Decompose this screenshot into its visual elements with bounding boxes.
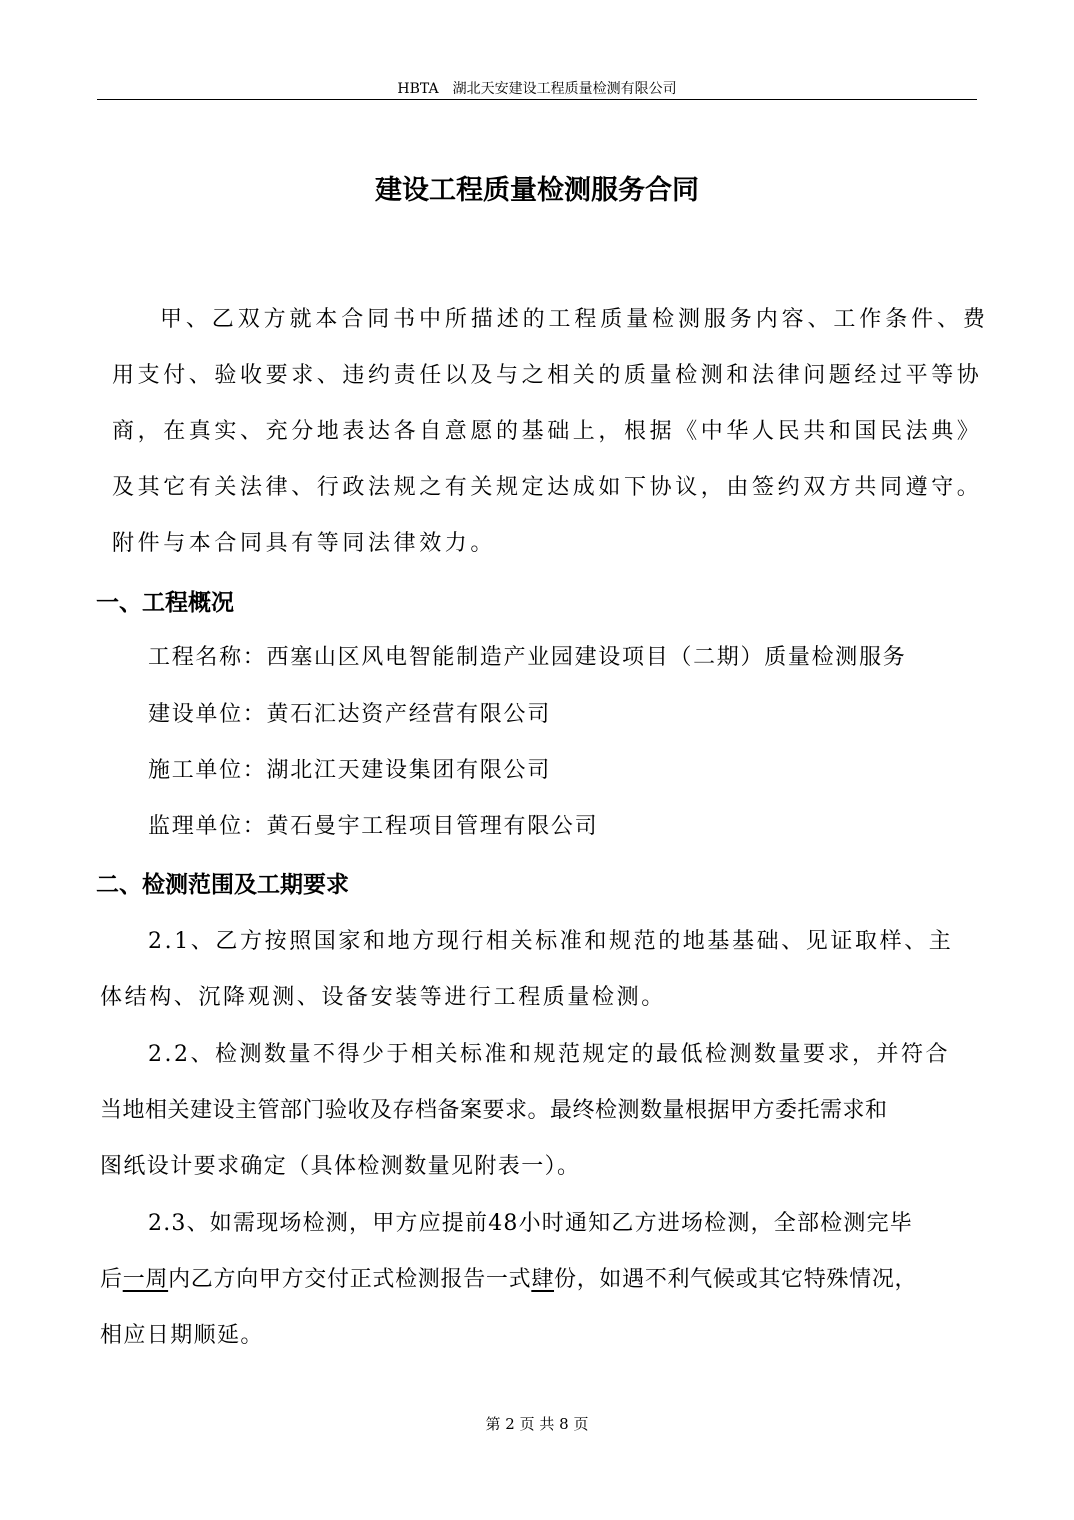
clause-2-2-line-1: 2.2、检测数量不得少于相关标准和规范规定的最低检测数量要求，并符合	[148, 1042, 950, 1067]
section-1-heading: 一、工程概况	[96, 590, 234, 616]
contractor-unit: 施工单位：湖北江天建设集团有限公司	[148, 758, 551, 783]
clause-2-3-text-b: 内乙方向甲方交付正式检测报告一式	[168, 1267, 532, 1292]
intro-line-1: 甲、乙双方就本合同书中所描述的工程质量检测服务内容、工作条件、费	[160, 307, 989, 332]
clause-2-3-line-1: 2.3、如需现场检测，甲方应提前48小时通知乙方进场检测，全部检测完毕	[148, 1211, 913, 1236]
intro-line-2: 用支付、验收要求、违约责任以及与之相关的质量检测和法律问题经过平等协	[112, 363, 983, 388]
section-2-heading: 二、检测范围及工期要求	[96, 872, 349, 898]
intro-line-4: 及其它有关法律、行政法规之有关规定达成如下协议，由签约双方共同遵守。	[112, 475, 983, 500]
header-divider	[97, 99, 977, 100]
clause-2-2-line-3: 图纸设计要求确定（具体检测数量见附表一）。	[100, 1154, 581, 1179]
construction-unit: 建设单位：黄石汇达资产经营有限公司	[148, 702, 551, 727]
clause-2-3-text-a: 后	[100, 1267, 123, 1292]
supervision-unit: 监理单位：黄石曼宇工程项目管理有限公司	[148, 814, 599, 839]
page-header: HBTA 湖北天安建设工程质量检测有限公司	[397, 81, 677, 97]
project-name: 工程名称：西塞山区风电智能制造产业园建设项目（二期）质量检测服务	[148, 645, 907, 670]
intro-line-3: 商，在真实、充分地表达各自意愿的基础上，根据《中华人民共和国民法典》	[112, 419, 983, 444]
delivery-period: 一周	[122, 1267, 169, 1292]
clause-2-3-line-3: 相应日期顺延。	[100, 1323, 264, 1348]
clause-2-3-line-2	[100, 1262, 917, 1293]
intro-line-5: 附件与本合同具有等同法律效力。	[112, 531, 497, 556]
report-copies: 肆	[531, 1267, 555, 1292]
clause-2-3-text-c: 份，如遇不利气候或其它特殊情况，	[554, 1267, 918, 1292]
document-title: 建设工程质量检测服务合同	[375, 175, 699, 206]
clause-2-1-line-2: 体结构、沉降观测、设备安装等进行工程质量检测。	[100, 985, 666, 1010]
clause-2-2-line-2: 当地相关建设主管部门验收及存档备案要求。最终检测数量根据甲方委托需求和	[100, 1098, 888, 1123]
page-number: 第 2 页 共 8 页	[485, 1415, 589, 1433]
clause-2-1-line-1: 2.1、乙方按照国家和地方现行相关标准和规范的地基基础、见证取样、主	[148, 929, 954, 954]
